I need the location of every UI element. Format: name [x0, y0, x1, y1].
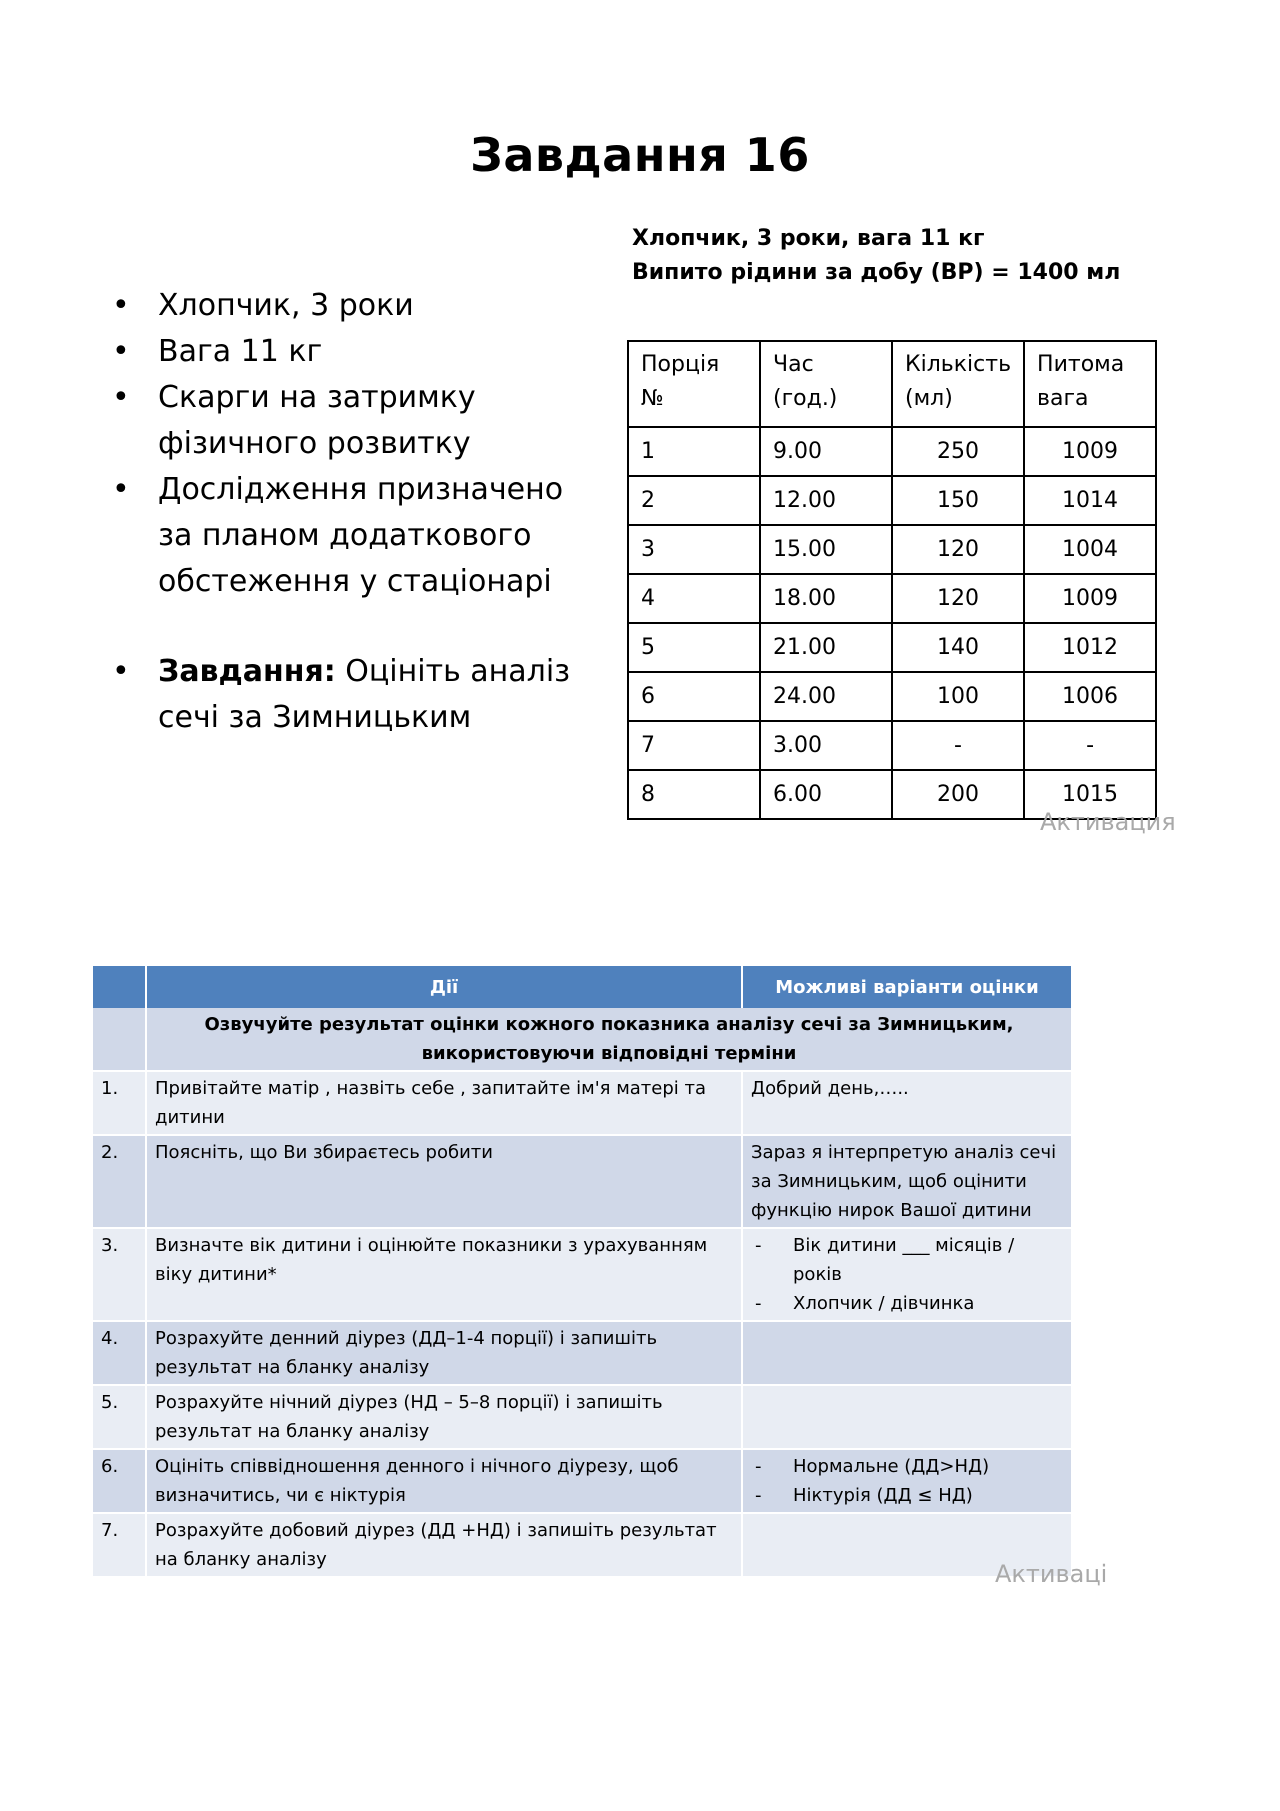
table-row: 6. Оцініть співвідношення денного і нічного діурезу, щоб визначитись, чи є ніктурія - Нормальне (ДД>НД) - Ніктурія (ДД ≤ НД)	[93, 1449, 1071, 1513]
activation-watermark-2: Активаці	[995, 1560, 1108, 1588]
option-item: - Хлопчик / дівчинка	[751, 1289, 1063, 1318]
col-header-volume: Кількість (мл)	[892, 341, 1024, 427]
table-row: 1. Привітайте матір , назвіть себе , запитайте ім'я матері та дитини Добрий день,…..	[93, 1071, 1071, 1135]
task-text: Оцініть аналіз сечі за Зимницьким	[158, 654, 571, 735]
actions-header-row	[93, 966, 1071, 1008]
table-row: 5 21.00 140 1012	[628, 623, 1156, 672]
table-row: 2. Поясніть, що Ви збираєтесь робити Зараз я інтерпретую аналіз сечі за Зимницьким, щоб оцінити функцію нирок Вашої дитини	[93, 1135, 1071, 1228]
bullet-dot-icon: •	[112, 654, 130, 689]
bullet-dot-icon: •	[112, 472, 130, 507]
bullet-dot-icon: •	[112, 380, 130, 415]
option-item: - Вік дитини ___ місяців / років	[751, 1231, 1063, 1289]
table-row: 4 18.00 120 1009	[628, 574, 1156, 623]
col-header-density: Питома вага	[1024, 341, 1156, 427]
bullet-item: • Скарги на затримку фізичного розвитку	[104, 375, 604, 467]
case-summary-line-1: Хлопчик, 3 роки, вага 11 кг	[632, 226, 985, 251]
actions-table	[93, 966, 1071, 1578]
case-summary	[632, 222, 1120, 290]
case-bullet-list	[104, 283, 604, 741]
bullet-dot-icon: •	[112, 288, 130, 323]
case-summary-line-2: Випито рідини за добу (ВР) = 1400 мл	[632, 260, 1121, 285]
table-row: 3. Визначте вік дитини і оцінюйте показники з урахуванням віку дитини* - Вік дитини ___ місяців / років - Хлопчик / дівчинка	[93, 1228, 1071, 1321]
bullet-item: • Хлопчик, 3 роки	[104, 283, 604, 329]
bullet-item: • Дослідження призначено за планом додаткового обстеження у стаціонарі	[104, 467, 604, 605]
col-header-portion: Порція №	[628, 341, 760, 427]
col-header-time: Час (год.)	[760, 341, 892, 427]
header-actions: Дії	[146, 966, 742, 1008]
table-row: 6 24.00 100 1006	[628, 672, 1156, 721]
table-row: 8 6.00 200 1015	[628, 770, 1156, 819]
activation-watermark: Активация	[1040, 808, 1176, 836]
subheader-row	[93, 1008, 1071, 1071]
bullet-dot-icon: •	[112, 334, 130, 369]
table-row: 7 3.00 - -	[628, 721, 1156, 770]
table-row: 7. Розрахуйте добовий діурез (ДД +НД) і запишіть результат на бланку аналізу	[93, 1513, 1071, 1577]
table-row: 5. Розрахуйте нічний діурез (НД – 5–8 порції) і запишіть результат на бланку аналізу	[93, 1385, 1071, 1449]
option-item: - Ніктурія (ДД ≤ НД)	[751, 1481, 1063, 1510]
bullet-item-task	[104, 649, 604, 741]
table-row: 4. Розрахуйте денний діурез (ДД–1-4 порції) і запишіть результат на бланку аналізу	[93, 1321, 1071, 1385]
header-num-cell	[93, 966, 146, 1008]
task-label: Завдання:	[158, 654, 336, 689]
table-row: 1 9.00 250 1009	[628, 427, 1156, 476]
table-row: 2 12.00 150 1014	[628, 476, 1156, 525]
table-row: 3 15.00 120 1004	[628, 525, 1156, 574]
page-title: Завдання 16	[470, 128, 810, 182]
header-options: Можливі варіанти оцінки	[742, 966, 1071, 1008]
bullet-item: • Вага 11 кг	[104, 329, 604, 375]
subheader-text: Озвучуйте результат оцінки кожного показника аналізу сечі за Зимницьким, використовуючи відповідні терміни	[146, 1008, 1071, 1071]
option-item: - Нормальне (ДД>НД)	[751, 1452, 1063, 1481]
table-header-row	[628, 341, 1156, 427]
zimnitsky-table	[627, 340, 1157, 820]
